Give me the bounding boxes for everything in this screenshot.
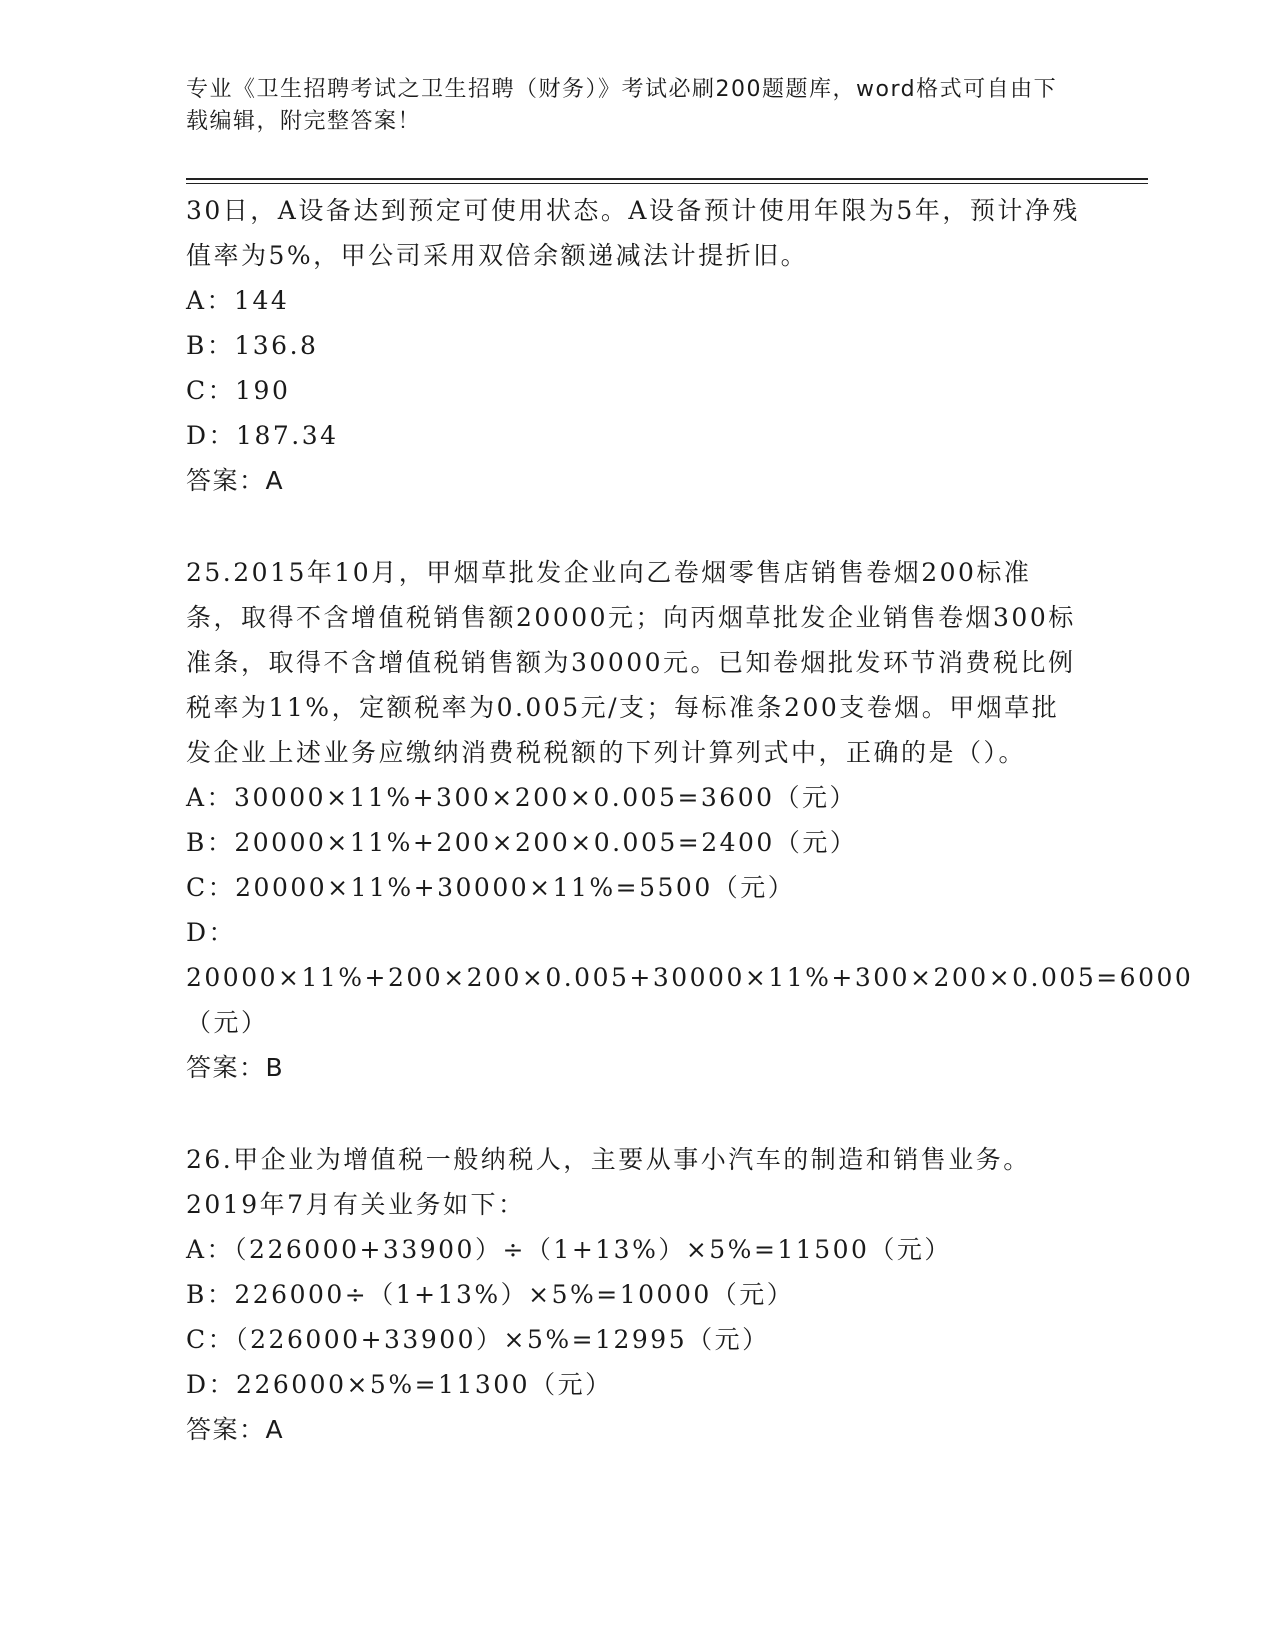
option-b: B：136.8 [186, 331, 319, 360]
spacer [186, 503, 1086, 550]
header-rule-thin [186, 183, 1148, 184]
document-content [186, 188, 1194, 1452]
answer: 答案：B [186, 1053, 285, 1082]
document-header: 专业《卫生招聘考试之卫生招聘（财务）》考试必刷200题题库，word格式可自由下载编辑，附完整答案！ [186, 77, 1058, 134]
question-stem: 30日，A设备达到预定可使用状态。A设备预计使用年限为5年，预计净残值率为5%，甲公司采用双倍余额递减法计提折旧。 [186, 196, 1080, 270]
option-c: C：190 [186, 376, 291, 405]
answer: 答案：A [186, 1415, 285, 1444]
option-b: B：226000÷（1+13%）×5%=10000（元） [186, 1280, 795, 1309]
header-rule-thick [186, 178, 1148, 180]
option-b: B：20000×11%+200×200×0.005=2400（元） [186, 828, 858, 857]
option-d: D：226000×5%=11300（元） [186, 1370, 613, 1399]
question-26 [186, 1137, 1086, 1452]
option-a: A：（226000+33900）÷（1+13%）×5%=11500（元） [186, 1235, 952, 1264]
question-24 [186, 188, 1086, 503]
question-stem: 26.甲企业为增值税一般纳税人，主要从事小汽车的制造和销售业务。2019年7月有关业务如下： [186, 1145, 1031, 1219]
question-25 [186, 550, 1194, 1090]
spacer [186, 1090, 1086, 1137]
option-d: D：187.34 [186, 421, 339, 450]
answer: 答案：A [186, 466, 285, 495]
option-c: C：（226000+33900）×5%=12995（元） [186, 1325, 770, 1354]
option-d: D：20000×11%+200×200×0.005+30000×11%+300×200×0.005=6000（元） [186, 918, 1194, 1037]
option-a: A：30000×11%+300×200×0.005=3600（元） [186, 783, 858, 812]
option-a: A：144 [186, 286, 290, 315]
option-c: C：20000×11%+30000×11%=5500（元） [186, 873, 796, 902]
question-stem: 25.2015年10月，甲烟草批发企业向乙卷烟零售店销售卷烟200标准条，取得不含增值税销售额20000元；向丙烟草批发企业销售卷烟300标准条，取得不含增值税销售额为30000元。已知卷烟批发环节消费税比例税率为11%，定额税率为0.005元/支；每标准条200支卷烟。甲烟草批发企业上述业务应缴纳消费税税额的下列计算列式中，正确的是（）。 [186, 558, 1076, 767]
